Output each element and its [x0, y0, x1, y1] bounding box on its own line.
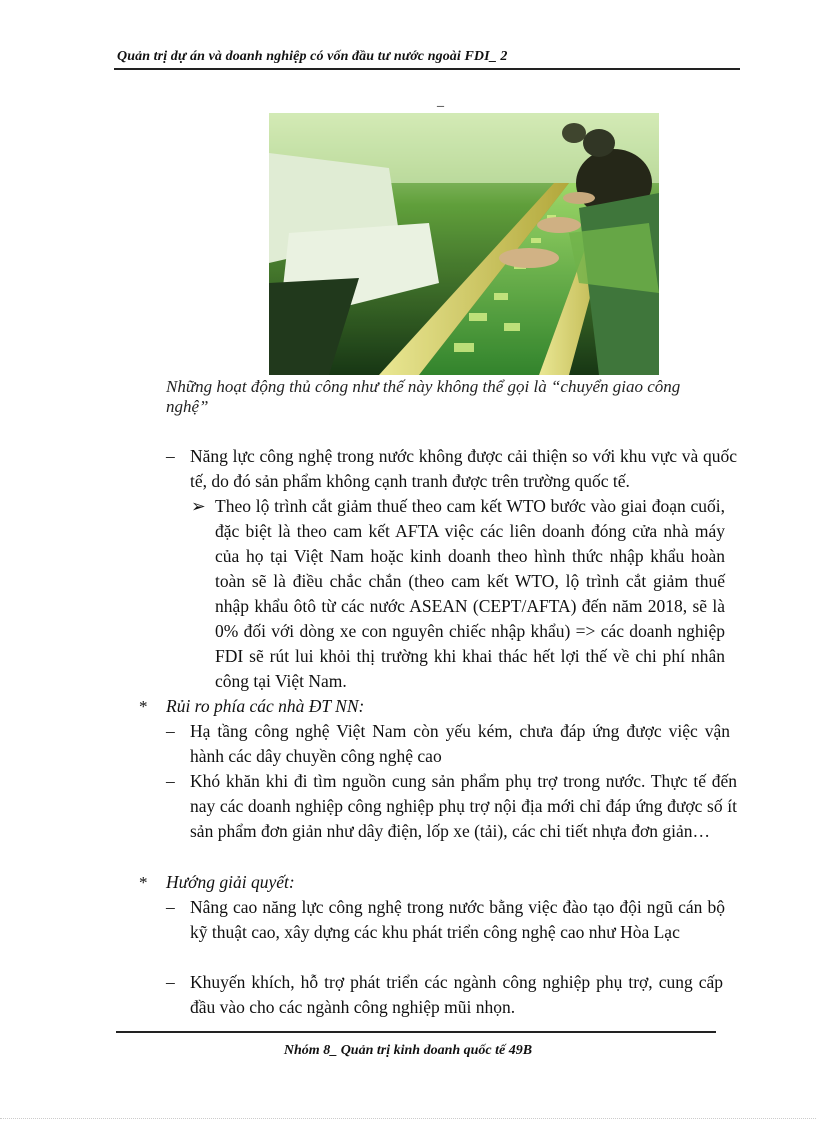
paragraph-encourage-industry: Khuyến khích, hỗ trợ phát triển các ngành công nghiệp phụ trợ, cung cấp đầu vào cho các ngành công nghiệp mũi nhọn.: [190, 972, 723, 1017]
paragraph-training: Nâng cao năng lực công nghệ trong nước bằng việc đào tạo đội ngũ cán bộ kỹ thuật cao, xây dựng các khu phát triển công nghệ cao như Hòa Lạc: [190, 897, 725, 942]
paragraph-tech-capacity: Năng lực công nghệ trong nước không được cải thiện so với khu vực và quốc tế, do đó sản phẩm không cạnh tranh được trên trường quốc tế.: [190, 446, 737, 491]
paragraph-supporting-industry: Khó khăn khi đi tìm nguồn cung sản phẩm phụ trợ trong nước. Thực tế đến nay các doanh nghiệp công nghiệp phụ trợ nội địa mới chỉ đáp ứng được số ít sản phẩm đơn giản như dây điện, lốp xe (tải), các chi tiết nhựa đơn giản…: [190, 771, 737, 841]
dash-marker: –: [166, 897, 175, 917]
paragraph-infrastructure: Hạ tầng công nghệ Việt Nam còn yếu kém, chưa đáp ứng được việc vận hành các dây chuyền công nghệ cao: [190, 721, 730, 766]
arrow-bullet-icon: ➢: [191, 496, 206, 516]
page-edge: [0, 1118, 816, 1119]
assembly-line-illustration: [269, 113, 659, 375]
dash-marker: –: [166, 972, 175, 992]
asterisk-marker: *: [139, 697, 148, 716]
header-divider: [114, 68, 740, 70]
paragraph-tax-roadmap: Theo lộ trình cắt giảm thuế theo cam kết WTO bước vào giai đoạn cuối, đặc biệt là theo cam kết AFTA việc các liên doanh đóng cửa nhà máy của họ tại Việt Nam hoặc kinh doanh theo hình thức nhập khẩu hoàn toàn sẽ là điều chắc chắn (theo cam kết WTO, lộ trình cắt giảm thuế nhập khẩu ôtô từ các nước ASEAN (CEPT/AFTA) đến năm 2018, sẽ là 0% đối với dòng xe con nguyên chiếc nhập khẩu) => các doanh nghiệp FDI sẽ rút lui khỏi thị trường khi khai thác hết lợi thế về chi phí nhân công tại Việt Nam.: [215, 496, 725, 691]
dash-marker: –: [166, 721, 175, 741]
header-dash: _: [437, 94, 444, 109]
page-footer-text: Nhóm 8_ Quản trị kinh doanh quốc tế 49B: [283, 1043, 533, 1058]
page-header-title: Quản trị dự án và doanh nghiệp có vốn đầu tư nước ngoài FDI_ 2: [117, 49, 508, 64]
section-heading-risk: Rủi ro phía các nhà ĐT NN:: [166, 696, 365, 716]
asterisk-marker: *: [139, 873, 148, 892]
dash-marker: –: [166, 771, 175, 791]
footer-divider: [116, 1031, 716, 1033]
assembly-line-photo: [269, 113, 659, 375]
photo-caption: Những hoạt động thủ công như thế này không thể gọi là “chuyển giao công nghệ”: [166, 377, 681, 416]
dash-marker: –: [166, 446, 175, 466]
section-heading-solution: Hướng giải quyết:: [166, 872, 295, 892]
